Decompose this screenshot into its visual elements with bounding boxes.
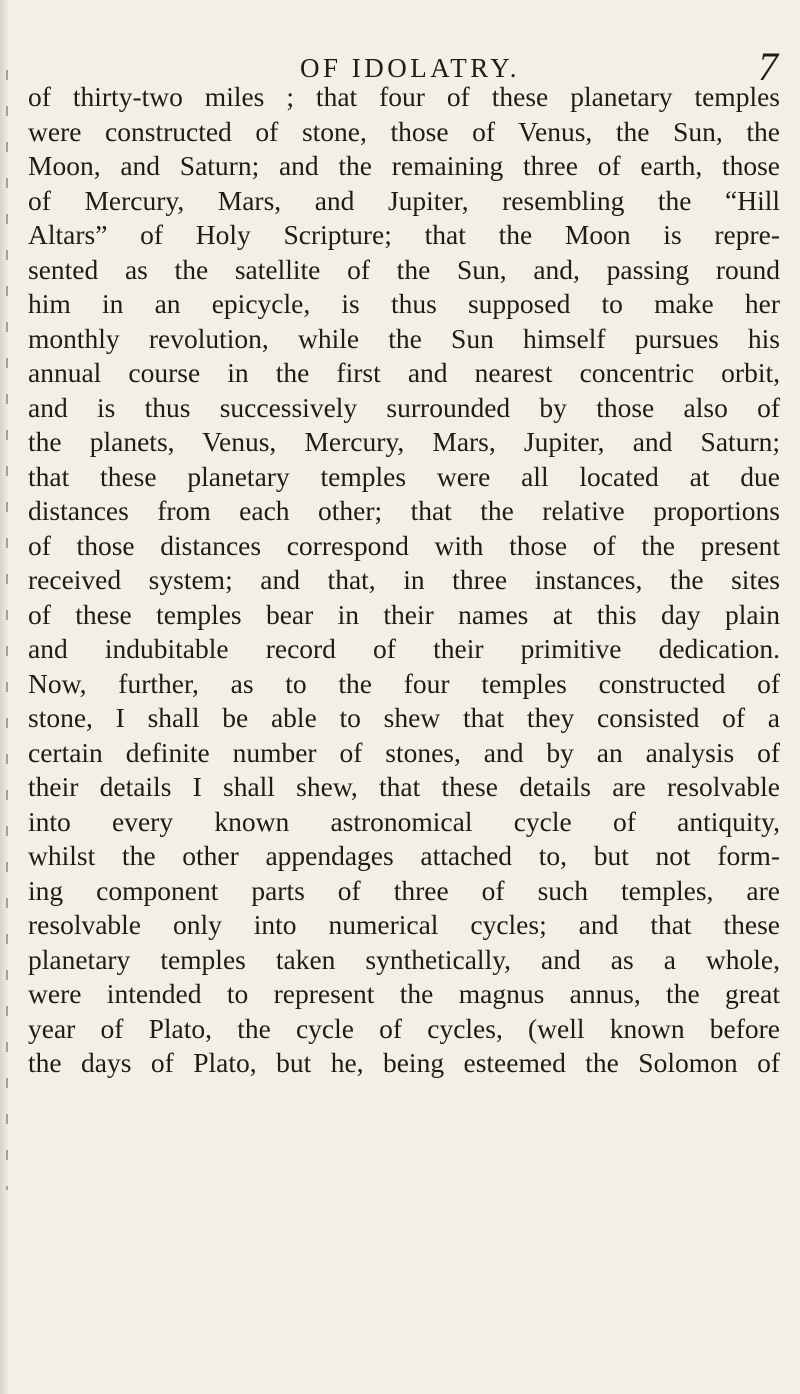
text-line: Altars” of Holy Scripture; that the Moon is repre- xyxy=(28,219,780,250)
running-head: OF IDOLATRY. xyxy=(300,53,521,83)
text-line: that these planetary temples were all located at due xyxy=(28,460,780,492)
page-number: 7 xyxy=(758,44,778,89)
text-line: annual course in the first and nearest concentric orbit, xyxy=(28,357,780,388)
binding-shadow xyxy=(6,70,8,1190)
text-line: monthly revolution, while the Sun himself pursues his xyxy=(28,322,780,354)
text-line: Now, further, as to the four temples constructed of xyxy=(28,667,780,699)
text-line: stone, I shall be able to shew that they consisted of a xyxy=(28,702,780,733)
text-line: Moon, and Saturn; and the remaining three of earth, those xyxy=(28,150,780,181)
text-line: planetary temples taken synthetically, and as a whole, xyxy=(28,943,780,975)
text-line: resolvable only into numerical cycles; and that these xyxy=(28,909,780,940)
text-line: certain definite number of stones, and by an analysis of xyxy=(28,736,780,768)
page-gutter-edge xyxy=(0,0,10,1394)
text-line: and is thus successively surrounded by those also of xyxy=(28,391,780,423)
text-line: of these temples bear in their names at this day plain xyxy=(28,598,780,630)
text-line: the planets, Venus, Mercury, Mars, Jupiter, and Saturn; xyxy=(28,426,780,457)
text-line: and indubitable record of their primitive dedication. xyxy=(28,633,780,664)
text-line: were constructed of stone, those of Venus, the Sun, the xyxy=(28,115,780,147)
text-line: their details I shall shew, that these details are resolvable xyxy=(28,771,780,802)
text-line: sented as the satellite of the Sun, and, passing round xyxy=(28,253,780,285)
body-text xyxy=(28,80,780,1081)
text-line: into every known astronomical cycle of antiquity, xyxy=(28,805,780,837)
text-line: of thirty-two miles ; that four of these planetary temples xyxy=(28,81,780,112)
text-line: him in an epicycle, is thus supposed to make her xyxy=(28,288,780,319)
text-line: whilst the other appendages attached to, but not form- xyxy=(28,840,780,871)
text-line: year of Plato, the cycle of cycles, (well known before xyxy=(28,1012,780,1044)
text-line: ing component parts of three of such temples, are xyxy=(28,874,780,906)
text-line: were intended to represent the magnus annus, the great xyxy=(28,978,780,1009)
text-line: received system; and that, in three instances, the sites xyxy=(28,564,780,595)
text-line: distances from each other; that the relative proportions xyxy=(28,495,780,526)
text-line: of Mercury, Mars, and Jupiter, resembling the “Hill xyxy=(28,184,780,216)
text-line: the days of Plato, but he, being esteemed the Solomon of xyxy=(28,1047,780,1078)
text-line: of those distances correspond with those of the present xyxy=(28,529,780,561)
